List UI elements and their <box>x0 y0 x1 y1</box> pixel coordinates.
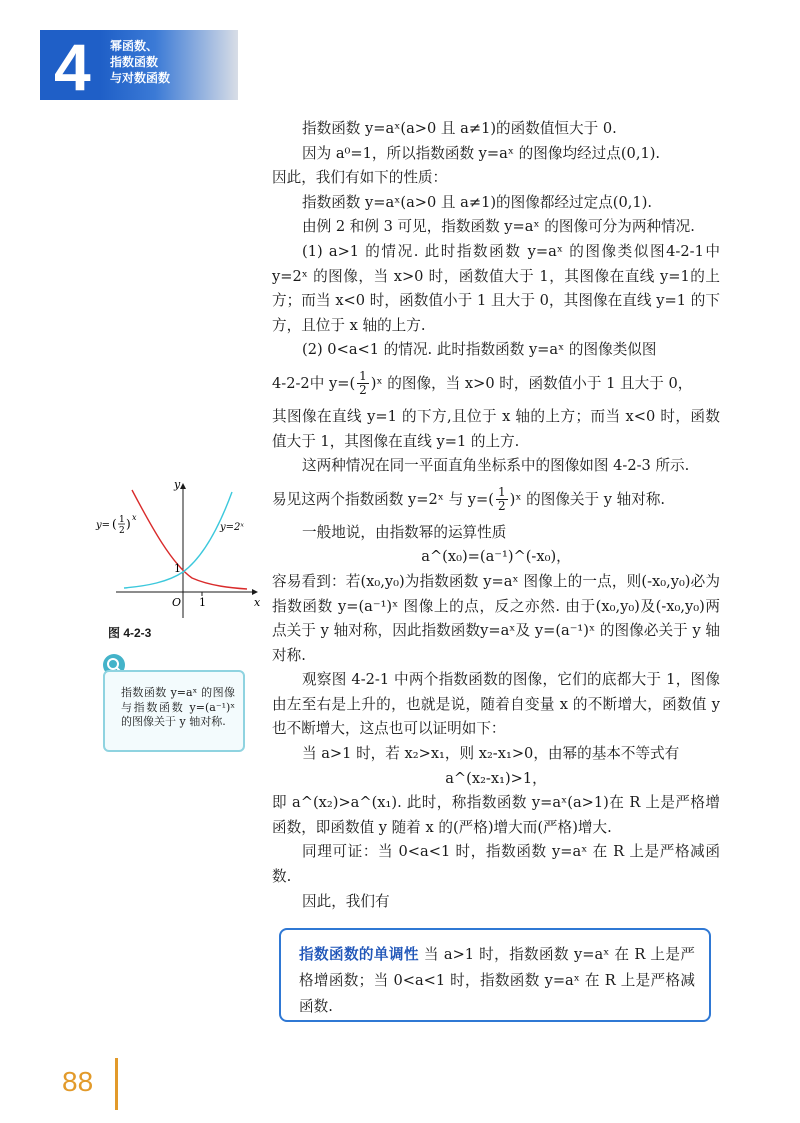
paragraph: 同理可证：当 0<a<1 时，指数函数 y=aˣ 在 R 上是严格减函数. <box>272 843 720 886</box>
left-curve-frac-num: 1 <box>119 515 125 525</box>
paren-close: ) <box>509 490 516 508</box>
fraction-denominator: 2 <box>497 499 506 514</box>
text-run: ˣ 的图像关于 y 轴对称. <box>515 490 666 508</box>
left-curve-exponent: x <box>132 513 137 522</box>
curve-half-power <box>132 490 247 589</box>
chapter-number: 4 <box>54 30 91 104</box>
side-note <box>103 670 245 752</box>
y-one-label: 1 <box>174 562 181 575</box>
page-number: 88 <box>62 1066 94 1097</box>
paragraph: 因此，我们有如下的性质： <box>272 169 448 187</box>
paren-open: ( <box>488 490 494 508</box>
x-axis-label: x <box>254 596 261 609</box>
chapter-title-line3: 与对数函数 <box>110 71 171 85</box>
graph-svg <box>92 478 262 628</box>
paragraph: 观察图 4-2-1 中两个指数函数的图像，它们的底都大于 1，图像由左至右是上升的，也就是说，随着自变量 x 的不断增大，函数值 y 也不断增大，这点也可以证明如下： <box>272 671 720 738</box>
paragraph: 即 a^(x₂)>a^(x₁). 此时，称指数函数 y=aˣ(a>1)在 R 上是严格增函数，即函数值 y 随着 x 的(严格)增大而(严格)增大. <box>272 794 720 836</box>
case-two-rest: 其图像在直线 y=1 的下方,且位于 x 轴的上方；而当 x<0 时，函数值大于 1，其图像在直线 y=1 的上方. <box>272 407 720 450</box>
chapter-header <box>40 30 238 104</box>
paragraph: 因为 a⁰=1，所以指数函数 y=aˣ 的图像均经过点(0,1). <box>302 144 661 162</box>
fraction-half <box>496 486 508 513</box>
figure-4-2-3 <box>92 478 262 628</box>
paragraph: 容易看到：若(x₀,y₀)为指数函数 y=aˣ 图像上的一点，则(-x₀,y₀)必为指数函数 y=(a⁻¹)ˣ 图像上的点，反之亦然. 由于(x₀,y₀)及(-x₀,y₀)两点关于 y 轴对称，因此指数函数y=aˣ及 y=(a⁻¹)ˣ 的图像必关于 y 轴对称. <box>272 572 720 664</box>
paragraph: 指数函数 y=aˣ(a>0 且 a≠1)的函数值恒大于 0. <box>302 120 617 137</box>
left-curve-paren-close: ) <box>126 517 131 531</box>
case-two-line1: (2) 0<a<1 的情况. 此时指数函数 y=aˣ 的图像类似图 <box>302 341 657 359</box>
paragraph: 当 a>1 时，若 x₂>x₁，则 x₂-x₁>0，由幂的基本不等式有 <box>302 745 680 763</box>
paragraph: 这两种情况在同一平面直角坐标系中的图像如图 4-2-3 所示. <box>302 457 690 475</box>
formula: a^(x₀)=(a⁻¹)^(-x₀)， <box>421 548 571 566</box>
fraction-half <box>357 370 369 397</box>
side-note-text: 指数函数 y=aˣ 的图像与指数函数 y=(a⁻¹)ˣ 的图像关于 y 轴对称. <box>121 686 235 728</box>
chapter-title <box>110 38 170 86</box>
property-statement: 指数函数 y=aˣ(a>0 且 a≠1)的图像都经过定点(0,1). <box>302 193 653 211</box>
x-one-label: 1 <box>199 596 206 609</box>
case-one: (1) a>1 的情况. 此时指数函数 y=aˣ 的图像类似图4-2-1中 y=2ˣ 的图像，当 x>0 时，函数值大于 1，其图像在直线 y=1的上方；而当 x<0 时，函数值小于 1 且大于 0，其图像在直线 y=1 的下方，且位于 x 轴的上方. <box>272 242 720 334</box>
symmetry-line <box>272 479 720 521</box>
conclusion-text: 当 a>1 时，指数函数 y=aˣ 在 R 上是严格增函数；当 0<a<1 时，指数函数 y=aˣ 在 R 上是严格减函数. <box>299 946 695 1015</box>
conclusion-heading: 指数函数的单调性 <box>299 947 419 963</box>
fraction-denominator: 2 <box>359 383 367 398</box>
text-run: 4-2-2中 y= <box>272 374 350 392</box>
left-curve-paren-open: ( <box>112 517 117 531</box>
right-curve-label: y=2ˣ <box>220 522 244 533</box>
left-curve-frac-den: 2 <box>119 526 125 536</box>
paragraph: 一般地说，由指数幂的运算性质 <box>302 523 507 541</box>
conclusion-box <box>279 928 711 1022</box>
case-two-line2 <box>272 363 720 405</box>
text-run: ˣ 的图像，当 x>0 时，函数值小于 1 且大于 0， <box>376 374 693 392</box>
page-number-bar <box>115 1058 118 1110</box>
fraction-numerator: 1 <box>497 485 506 500</box>
formula: a^(x₂-x₁)>1， <box>445 769 547 787</box>
y-axis-label: y <box>174 478 181 491</box>
text-run: 易见这两个指数函数 y=2ˣ 与 y= <box>272 490 489 508</box>
origin-label: O <box>172 596 182 609</box>
chapter-title-line2: 指数函数 <box>110 55 159 69</box>
paren-open: ( <box>349 374 356 392</box>
figure-caption: 图 4-2-3 <box>108 626 152 640</box>
paragraph: 由例 2 和例 3 可见，指数函数 y=aˣ 的图像可分为两种情况. <box>302 218 695 236</box>
paren-close: ) <box>370 374 377 392</box>
left-curve-label: y= <box>96 520 111 531</box>
main-text <box>272 117 720 914</box>
chapter-title-line1: 幂函数、 <box>110 39 159 53</box>
paragraph: 因此，我们有 <box>302 892 390 910</box>
fraction-numerator: 1 <box>359 369 367 384</box>
